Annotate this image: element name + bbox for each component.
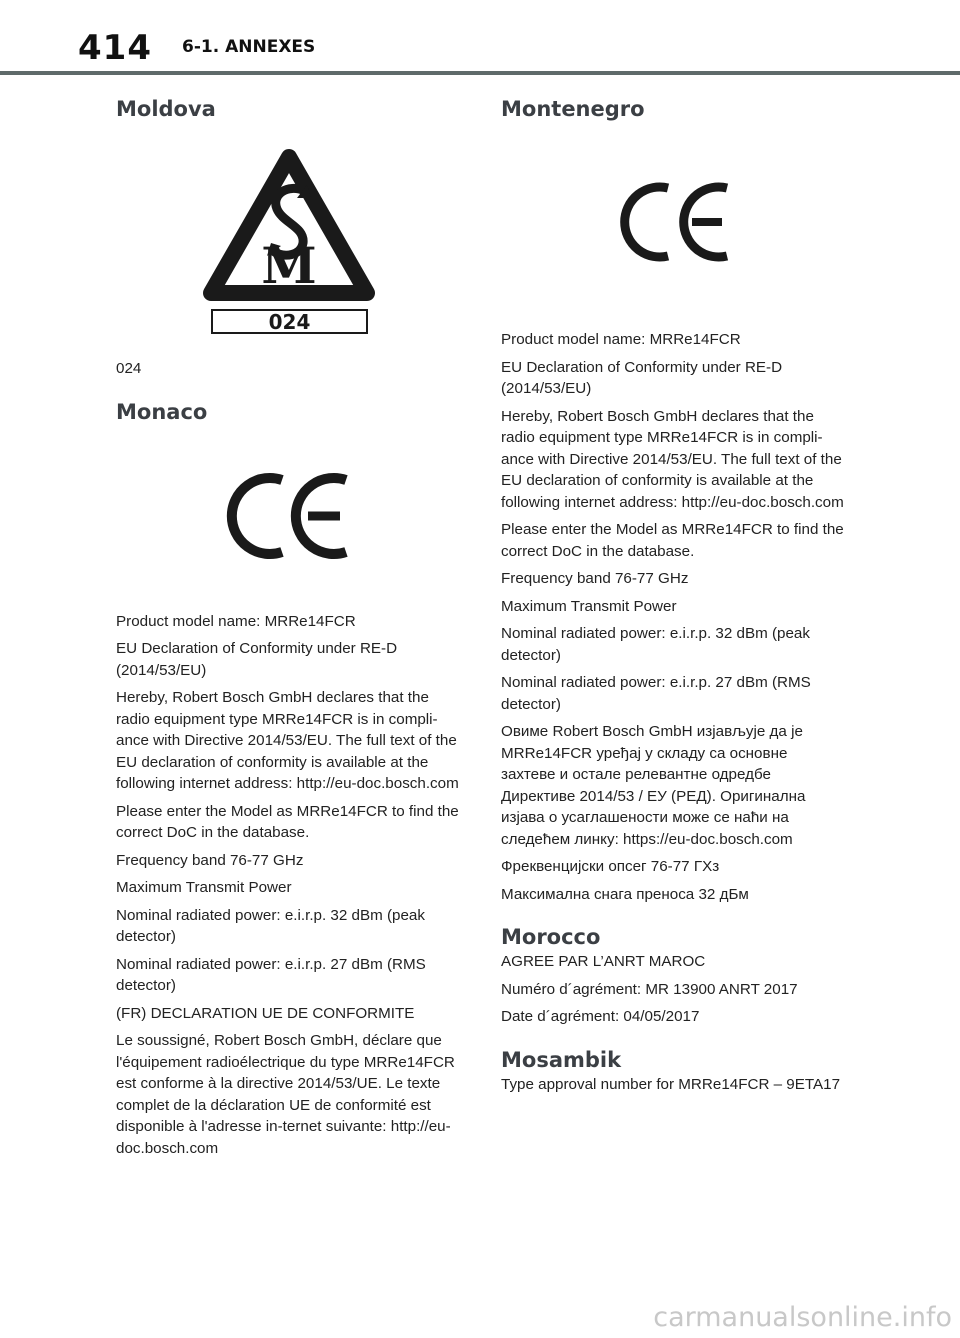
monaco-para-2: EU Declaration of Conformity under RE-D (2014/53/EU) [116,640,398,679]
monaco-para-9: (FR) DECLARATION UE DE CONFORMITE [116,1004,415,1022]
montenegro-para-9: Овиме Robert Bosch GmbH изјављује да је MRRe14FCR уређај у складу са основне захтеве и остале релевантне одредбе Директиве 2014/53 / ЕУ (РЕД). Оригинална изјава о усаглашености може се наћи на следећем линку: https://eu-doc.bosch.com [501,723,806,848]
ce-mark-icon [224,470,354,562]
heading-mosambik: Mosambik [501,1047,622,1072]
page-number: 414 [78,28,152,68]
monaco-para-6: Maximum Transmit Power [116,879,292,896]
morocco-text-block [501,951,846,1028]
heading-montenegro: Montenegro [501,97,645,121]
monaco-para-7: Nominal radiated power: e.i.r.p. 32 dBm (peak detector) [116,906,425,945]
heading-moldova: Moldova [116,97,216,121]
montenegro-para-6: Maximum Transmit Power [501,597,677,615]
left-column [116,90,461,1165]
monaco-para-8: Nominal radiated power: e.i.r.p. 27 dBm (RMS detector) [116,955,426,994]
montenegro-para-8: Nominal radiated power: e.i.r.p. 27 dBm (RMS detector) [501,674,811,713]
morocco-para-1: AGREE PAR L’ANRT MAROC [501,953,706,970]
sm-triangle-logo [201,143,377,338]
heading-monaco: Monaco [116,399,208,424]
montenegro-para-4: Please enter the Model as MRRe14FCR to find the correct DoC in the database. [501,521,844,560]
moldova-sm-mark [116,143,461,338]
mosambik-text-block [501,1074,846,1096]
monaco-para-4: Please enter the Model as MRRe14FCR to find the correct DoC in the database. [116,802,459,841]
right-column [501,90,846,1101]
section-title: 6-1. ANNEXES [182,37,316,57]
montenegro-para-1: Product model name: MRRe14FCR [501,331,741,348]
watermark: carmanualsonline.info [653,1302,952,1333]
morocco-para-3: Date d´agrément: 04/05/2017 [501,1008,700,1025]
morocco-para-2: Numéro d´agrément: MR 13900 ANRT 2017 [501,980,798,998]
mosambik-para-1: Type approval number for MRRe14FCR – 9ETA17 [501,1075,841,1093]
montenegro-para-10: Фреквенцијски опсег 76-77 ГХз [501,858,720,875]
montenegro-text-block [501,329,846,905]
moldova-caption: 024 [116,360,142,377]
monaco-para-3: Hereby, Robert Bosch GmbH declares that the radio equipment type MRRe14FCR is in compli-ance with Directive 2014/53/EU. The full text of the EU declaration of conformity is available at the following internet address: http://eu-doc.bosch.com [116,689,459,792]
monaco-text-block [116,611,461,1160]
ce-mark-icon [614,179,734,265]
montenegro-para-2: EU Declaration of Conformity under RE-D (2014/53/EU) [501,358,783,397]
svg-text:M: M [260,236,317,295]
logo-code-text: 024 [268,310,310,334]
header-divider [0,71,960,75]
heading-morocco: Morocco [501,925,601,949]
montenegro-para-7: Nominal radiated power: e.i.r.p. 32 dBm (peak detector) [501,625,810,664]
monaco-para-10: Le soussigné, Robert Bosch GmbH, déclare que l'équipement radioélectrique du type MRRe14FCR est conforme à la directive 2014/53/UE. Le texte complet de la déclaration UE de conformité est disponible à l'adresse in-ternet suivante: http://eu-doc.bosch.com [116,1032,455,1157]
page-header [0,0,960,76]
montenegro-para-11: Максимална снага преноса 32 дБм [501,885,749,903]
monaco-para-5: Frequency band 76-77 GHz [116,851,304,869]
montenegro-para-3: Hereby, Robert Bosch GmbH declares that the radio equipment type MRRe14FCR is in compli-ance with Directive 2014/53/EU. The full text of the EU declaration of conformity is available at the following internet address: http://eu-doc.bosch.com [501,407,844,511]
montenegro-para-5: Frequency band 76-77 GHz [501,570,689,587]
monaco-ce-mark [116,470,461,600]
monaco-para-1: Product model name: MRRe14FCR [116,612,356,630]
montenegro-ce-mark [501,179,846,329]
